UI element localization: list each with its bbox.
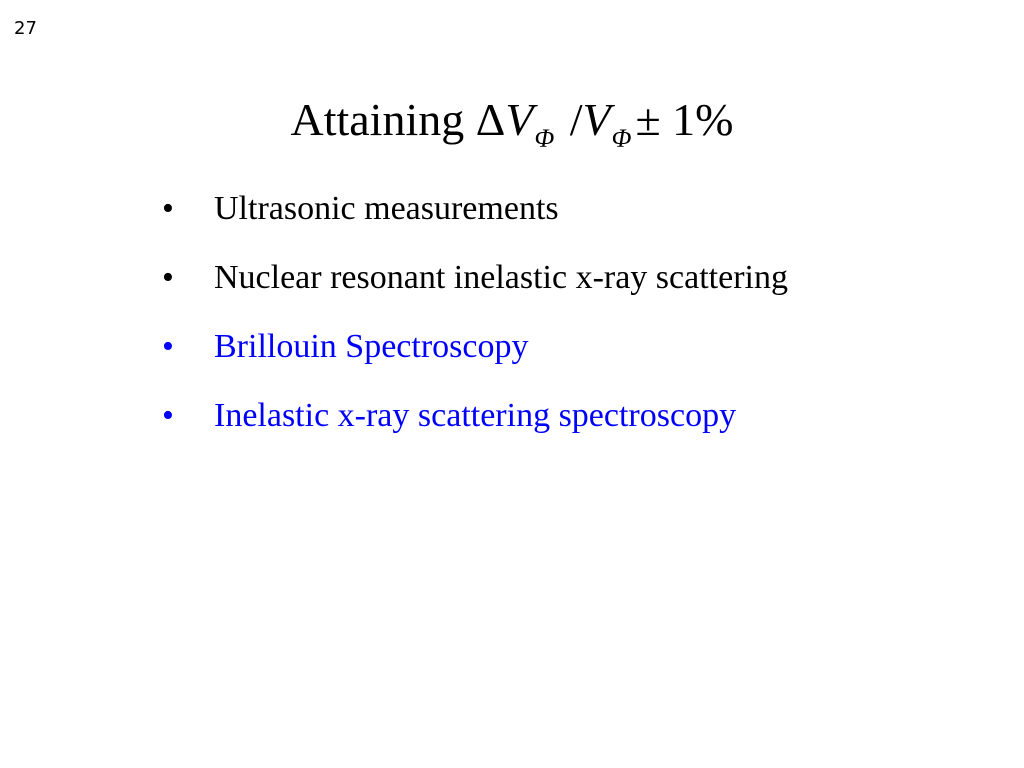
bullet-marker: • [162, 259, 174, 296]
bullet-text: Brillouin Spectroscopy [214, 328, 529, 365]
bullet-item-nuclear-resonant [162, 255, 788, 324]
bullet-item-inelastic-xray [162, 393, 788, 462]
bullet-item-brillouin [162, 324, 788, 393]
title-prefix: Attaining [290, 94, 476, 145]
bullet-marker: • [162, 328, 174, 365]
phi-subscript-denominator: Φ [611, 124, 632, 153]
velocity-symbol-numerator: V [505, 94, 534, 145]
velocity-symbol-denominator: V [582, 94, 611, 145]
title-formula [475, 94, 734, 153]
bullet-item-ultrasonic [162, 186, 788, 255]
bullet-list [162, 186, 788, 462]
bullet-text: Nuclear resonant inelastic x-ray scattering [214, 259, 788, 296]
slide-title [0, 92, 1024, 155]
bullet-marker: • [162, 190, 174, 227]
bullet-marker: • [162, 397, 174, 434]
bullet-text: Ultrasonic measurements [214, 190, 559, 227]
plus-minus-percent: ± 1% [635, 94, 734, 145]
slide-number: 27 [14, 18, 37, 39]
bullet-text: Inelastic x-ray scattering spectroscopy [214, 397, 737, 434]
phi-subscript-numerator: Φ [534, 124, 555, 153]
division-slash: / [558, 94, 583, 145]
delta-symbol: Δ [475, 94, 506, 145]
